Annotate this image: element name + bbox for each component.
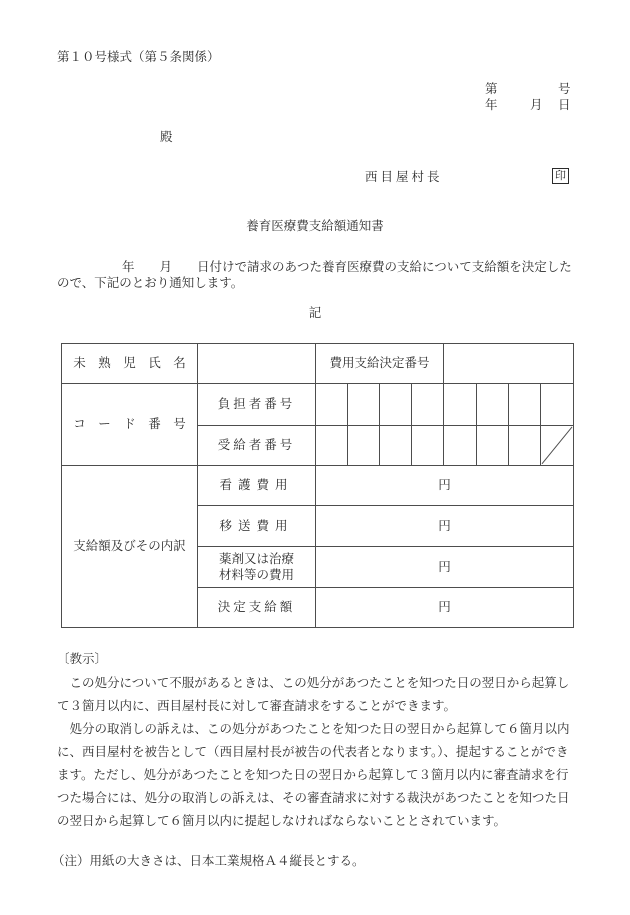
digit-cell [444, 426, 477, 466]
materials-cost-value-cell: 円 [316, 547, 574, 588]
materials-cost-label-line1: 薬剤又は治療 [218, 552, 294, 566]
seal-box [552, 168, 569, 184]
infant-name-label: 未 熟 児 氏 名 [62, 344, 198, 384]
nursing-cost-label: 看護費用 [198, 466, 316, 506]
digit-cell [348, 384, 380, 426]
notification-table [61, 343, 574, 628]
intro-line-2: ので、下記のとおり通知します。 [57, 276, 244, 290]
digit-cell [412, 384, 444, 426]
date-month-label: 月 [530, 98, 543, 112]
decided-amount-value-cell: 円 [316, 588, 574, 628]
digit-cell [316, 426, 348, 466]
recipient-number-label: 受給者番号 [198, 426, 316, 466]
infant-name-value-cell [198, 344, 316, 384]
date-year-label: 年 [485, 98, 498, 112]
cost-decision-number-value-cell [444, 344, 574, 384]
decided-amount-label: 決定支給額 [198, 588, 316, 628]
notice-line: 処分の取消しの訴えは、この処分があつたことを知つた日の翌日から起算して６箇月以内 [57, 722, 570, 736]
transport-cost-value-cell: 円 [316, 506, 574, 547]
date-day-label: 日 [558, 98, 571, 112]
notice-line: の翌日から起算して６箇月以内に提起しなければならないこととされています。 [57, 814, 507, 828]
cost-decision-number-label: 費用支給決定番号 [316, 344, 444, 384]
table-row [62, 466, 574, 506]
digit-cell [412, 426, 444, 466]
doc-number-prefix: 第 [485, 82, 498, 96]
doc-number-suffix: 号 [558, 82, 571, 96]
seal-mark: 印 [555, 169, 566, 182]
nursing-cost-value-cell: 円 [316, 466, 574, 506]
transport-cost-label: 移送費用 [198, 506, 316, 547]
recipient-honorific: 殿 [160, 130, 173, 144]
notice-line: この処分について不服があるときは、この処分があつたことを知つた日の翌日から起算し [57, 676, 570, 690]
digit-cell [380, 384, 412, 426]
notice-line: て３箇月以内に、西目屋村長に対して審査請求をすることができます。 [57, 699, 457, 713]
code-number-label: コ ー ド 番 号 [62, 384, 198, 466]
notice-line: ます。ただし、処分があつたことを知つた日の翌日から起算して３箇月以内に審査請求を行 [57, 768, 569, 782]
paper-size-note: （注）用紙の大きさは、日本工業規格Ａ４縦長とする。 [52, 854, 365, 868]
form-number: 第１０号様式（第５条関係） [57, 50, 220, 64]
breakdown-label: 支給額及びその内訳 [62, 466, 198, 628]
page-title: 養育医療費支給額通知書 [246, 219, 384, 233]
notice-paragraphs [57, 672, 570, 833]
table-row [62, 384, 574, 426]
materials-cost-label [198, 547, 316, 588]
digit-cell [509, 426, 541, 466]
digit-cell [380, 426, 412, 466]
record-marker: 記 [308, 306, 322, 320]
intro-line-1: 年 月 日付けで請求のあつた養育医療費の支給について支給額を決定した [122, 260, 572, 274]
digit-cell [477, 384, 509, 426]
digit-cell [541, 384, 574, 426]
notice-heading: 〔教示〕 [57, 652, 108, 666]
digit-cell [509, 384, 541, 426]
digit-cell [348, 426, 380, 466]
issuer-name: 西目屋村長 [365, 170, 443, 184]
table-row [62, 344, 574, 384]
materials-cost-label-line2: 材料等の費用 [218, 568, 294, 582]
digit-cell [477, 426, 509, 466]
diagonal-slash [541, 426, 573, 465]
digit-cell [444, 384, 477, 426]
notice-line: つた場合には、処分の取消しの訴えは、その審査請求に対する裁決があつたことを知つた日 [57, 791, 570, 805]
notice-line: に、西目屋村を被告として（西目屋村長が被告の代表者となります。）、提起することができ [57, 745, 569, 759]
payer-number-label: 負担者番号 [198, 384, 316, 426]
digit-cell [316, 384, 348, 426]
digit-cell-crossed [541, 426, 574, 466]
